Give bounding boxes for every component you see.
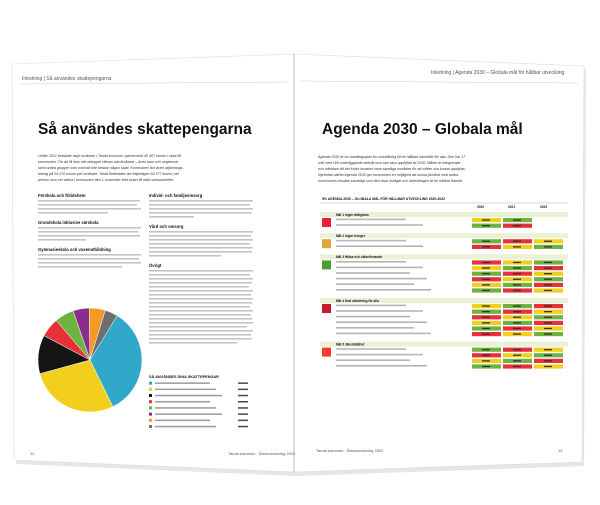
right-footer: Tanda kommun · Årsredovisning 2022 [316, 448, 384, 453]
value-placeholder [513, 267, 521, 268]
left-page-header: Inledning | Så användes skattepengarna [22, 76, 112, 82]
legend-swatch [149, 406, 152, 409]
legend-value-placeholder [238, 413, 248, 415]
legend-label-placeholder [155, 426, 216, 428]
value-placeholder [544, 360, 552, 361]
section-heading: Individ- och familjeomsorg [149, 193, 203, 198]
indicator-label-placeholder [336, 261, 406, 263]
value-placeholder [482, 241, 490, 242]
value-placeholder [482, 317, 490, 318]
indicator-label-placeholder [336, 283, 414, 285]
right-intro-line: Agenda 2030 är en handlingsplan för omställning till ett hållbart samhälle för alla. Den har 17 [318, 155, 466, 159]
indicator-label-placeholder [336, 321, 427, 323]
goal-label: Mål 2 Ingen hunger [336, 234, 366, 238]
value-placeholder [513, 273, 521, 274]
value-placeholder [513, 219, 521, 220]
value-placeholder [513, 311, 521, 312]
value-placeholder [513, 262, 521, 263]
value-placeholder [482, 267, 490, 268]
value-placeholder [544, 311, 552, 312]
value-placeholder [544, 317, 552, 318]
value-placeholder [482, 366, 490, 367]
indicator-label-placeholder [336, 289, 431, 291]
value-placeholder [482, 328, 490, 329]
section-heading: Gymnasieskola och vuxenutbildning [38, 247, 111, 252]
section-heading: Vård och omsorg [149, 224, 184, 229]
right-page-number: 13 [558, 448, 563, 453]
value-placeholder [482, 355, 490, 356]
table-title: 5% AGENDA 2030 – GLOBALA MÅL FÖR HÅLLBAR UTVECKLING 2020-2022 [322, 197, 445, 201]
value-placeholder [544, 349, 552, 350]
chart-legend-title: SÅ ANVÄNDES DINA SKATTEPENGAR [149, 375, 219, 379]
legend-value-placeholder [238, 407, 248, 409]
legend-swatch [149, 382, 152, 385]
goal-label: Mål 5 Jämställdhet [336, 342, 365, 347]
value-placeholder [482, 311, 490, 312]
indicator-label-placeholder [336, 354, 423, 356]
value-placeholder [482, 360, 490, 361]
legend-label-placeholder [155, 382, 210, 384]
goal-label: Mål 3 Hälsa och välbefinnande [336, 255, 383, 260]
legend-label-placeholder [155, 420, 210, 422]
value-placeholder [544, 284, 552, 285]
indicator-label-placeholder [336, 365, 427, 367]
value-placeholder [544, 267, 552, 268]
value-placeholder [544, 262, 552, 263]
value-placeholder [513, 328, 521, 329]
goal-label: Mål 4 God utbildning för alla [336, 298, 379, 303]
value-placeholder [513, 322, 521, 323]
section-heading: Övrigt [149, 263, 162, 268]
goal-label: Mål 1 Ingen fattigdom [336, 212, 369, 217]
value-placeholder [482, 225, 490, 226]
indicator-label-placeholder [336, 240, 406, 242]
right-intro-line: mål med 169 underliggande delmål som ska vara uppfyllda till 2030. Målen är integrerade [318, 161, 461, 165]
right-intro-line: och odelbara då det krävs insatser inom samtliga områden för att målen ska kunna uppfyllas. [318, 167, 466, 171]
sdg-goal-icon [322, 239, 331, 248]
value-placeholder [482, 305, 490, 306]
legend-value-placeholder [238, 389, 248, 391]
value-placeholder [544, 305, 552, 306]
indicator-label-placeholder [336, 278, 427, 280]
value-placeholder [482, 262, 490, 263]
left-page-number: 12 [30, 451, 35, 456]
value-placeholder [544, 328, 552, 329]
section-heading: Förskola och fritidshem [38, 193, 86, 198]
legend-swatch [149, 388, 152, 391]
value-placeholder [482, 333, 490, 334]
left-intro-line: kommunen. För att få fram det beloppet räknas alla invånare – även barn och ungdomar [38, 160, 179, 164]
year-header: 2020 [477, 205, 485, 209]
value-placeholder [513, 360, 521, 361]
indicator-label-placeholder [336, 327, 414, 329]
legend-value-placeholder [238, 420, 248, 422]
value-placeholder [513, 349, 521, 350]
legend-value-placeholder [238, 382, 248, 384]
value-placeholder [513, 366, 521, 367]
value-placeholder [544, 241, 552, 242]
indicator-label-placeholder [336, 305, 406, 307]
value-placeholder [544, 355, 552, 356]
value-placeholder [544, 366, 552, 367]
value-placeholder [513, 241, 521, 242]
left-footer: Tanda kommun · Årsredovisning 2022 [228, 451, 296, 456]
right-page-header: Inledning | Agenda 2030 – Globala mål för hållbar utveckling [431, 70, 565, 76]
tax-pie-chart [38, 308, 142, 412]
sdg-goal-icon [322, 260, 331, 269]
legend-swatch [149, 419, 152, 422]
value-placeholder [544, 246, 552, 247]
value-placeholder [544, 273, 552, 274]
year-header: 2022 [540, 205, 548, 209]
value-placeholder [482, 273, 490, 274]
value-placeholder [482, 290, 490, 291]
legend-swatch [149, 400, 152, 403]
indicator-label-placeholder [336, 310, 423, 312]
value-placeholder [513, 355, 521, 356]
indicator-label-placeholder [336, 359, 410, 361]
left-intro-line: samt andra grupper som normalt inte betalar någon skatt. Kommunen fick även utjämnings- [38, 166, 184, 170]
value-placeholder [513, 305, 521, 306]
indicator-label-placeholder [336, 333, 431, 335]
legend-value-placeholder [238, 395, 248, 397]
value-placeholder [513, 284, 521, 285]
value-placeholder [482, 284, 490, 285]
legend-swatch [149, 413, 152, 416]
value-placeholder [544, 333, 552, 334]
right-page-title: Agenda 2030 – Globala mål [322, 121, 523, 138]
indicator-label-placeholder [336, 348, 406, 350]
value-placeholder [513, 290, 521, 291]
value-placeholder [482, 279, 490, 280]
left-page-title: Så användes skattepengarna [38, 121, 252, 138]
value-placeholder [544, 322, 552, 323]
legend-value-placeholder [238, 426, 248, 428]
indicator-label-placeholder [336, 245, 423, 247]
legend-value-placeholder [238, 401, 248, 403]
year-header: 2021 [508, 205, 516, 209]
indicator-label-placeholder [336, 267, 423, 269]
value-placeholder [482, 246, 490, 247]
sdg-goal-icon [322, 304, 331, 313]
indicator-label-placeholder [336, 224, 423, 226]
value-placeholder [513, 279, 521, 280]
value-placeholder [513, 225, 521, 226]
value-placeholder [482, 219, 490, 220]
left-intro-line: bidrag på 24 170 kronor per invånare. Totalt fördelades det följaktligen 69 577 kronor per [38, 172, 179, 176]
legend-label-placeholder [155, 401, 210, 403]
legend-label-placeholder [155, 389, 216, 391]
indicator-label-placeholder [336, 272, 410, 274]
left-intro-line: Under 2022 betalade varje invånare i Tanda kommun i genomsnitt 45 407 kronor i skatt till [38, 154, 181, 158]
legend-label-placeholder [155, 395, 222, 397]
indicator-label-placeholder [336, 316, 410, 318]
sdg-goal-icon [322, 218, 331, 227]
legend-label-placeholder [155, 407, 216, 409]
legend-label-placeholder [155, 413, 222, 415]
value-placeholder [513, 246, 521, 247]
sdg-goal-icon [322, 348, 331, 357]
value-placeholder [513, 317, 521, 318]
section-heading: Grundskola inklusive särskola [38, 220, 99, 225]
value-placeholder [544, 279, 552, 280]
value-placeholder [513, 333, 521, 334]
left-intro-line: person som ver aktiva i kommunen den 1 november året innan till olika verksamheter. [38, 178, 175, 182]
indicator-label-placeholder [336, 219, 406, 221]
value-placeholder [482, 349, 490, 350]
legend-swatch [149, 425, 152, 428]
legend-swatch [149, 394, 152, 397]
value-placeholder [482, 322, 490, 323]
right-intro-line: Nyckeltal utifrån Agenda 2030 ger kommunen en möjlighet att kunna jämföra med andra [318, 173, 459, 177]
value-placeholder [544, 290, 552, 291]
right-intro-line: kommuners resultat samtidigt som den visar nuläget och utvecklingen till en hållbar framtid. [318, 179, 464, 183]
